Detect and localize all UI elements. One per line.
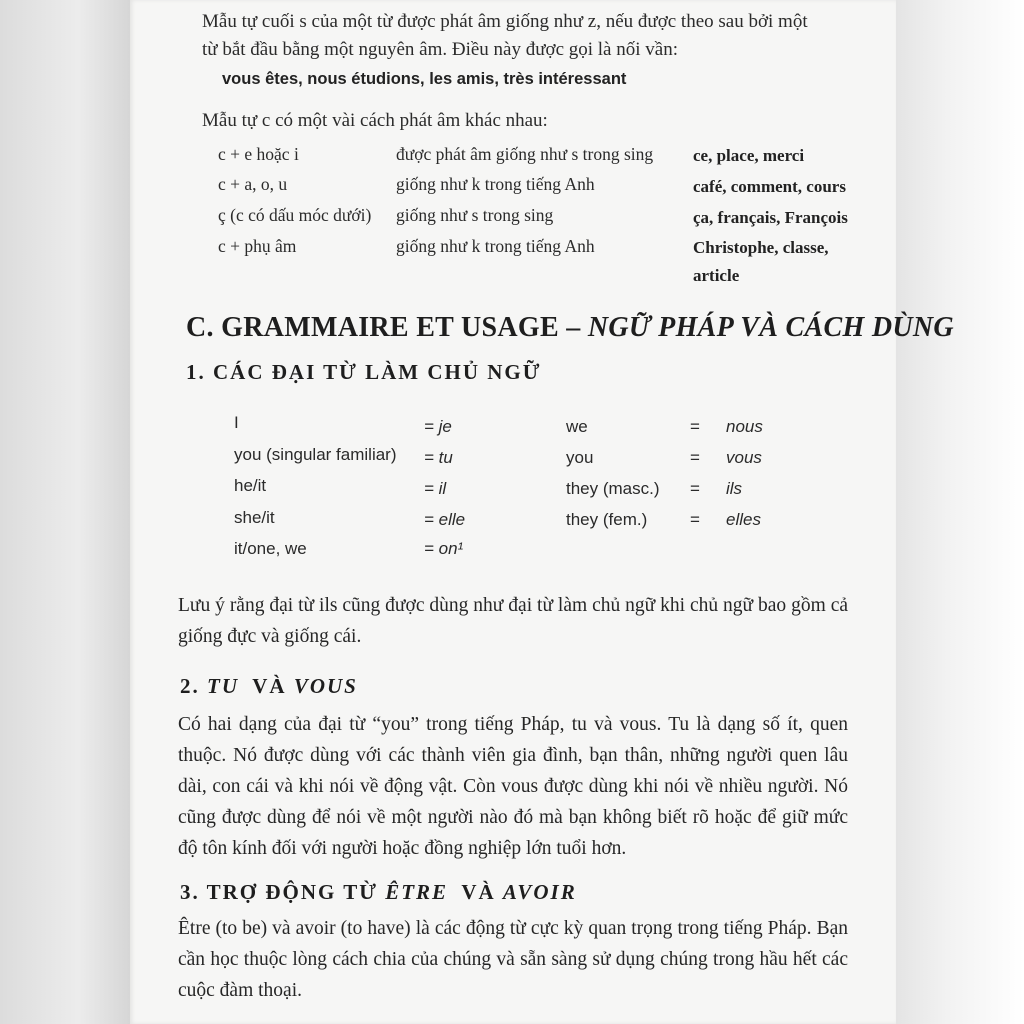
pronoun-en: it/one, we [234,539,307,558]
tu-vous-paragraph: Có hai dạng của đại từ “you” trong tiếng Pháp, tu và vous. Tu là dạng số ít, quen thuộc. Nó được dùng với các thành viên gia đình, bạn thân, những người quen lâu dài, con cái và khi nói về động vật. Còn vous được dùng khi nói về nhiều người. Nó cũng được dùng để nói về một người nào đó mà bạn không biết rõ hoặc để giữ mức độ tôn kính đối với người hoặc đồng nghiệp lớn tuổi hơn. [178,714,848,859]
pronoun-fr: = tu [424,448,453,467]
subsection-3-heading [180,880,577,905]
pronoun-fr-plural: vous [726,448,762,467]
pronoun-fr: = on¹ [424,539,464,558]
c-intro: Mẫu tự c có một vài cách phát âm khác nhau: [202,110,548,131]
pronoun-en-plural: they (fem.) [566,510,648,529]
c-rule-examples: ça, français, François [693,208,848,227]
etre-avoir-paragraph: Être (to be) và avoir (to have) là các động từ cực kỳ quan trọng trong tiếng Pháp. Bạn cần học thuộc lòng cách chia của chúng và sẵn sàng sử dụng chúng trong hầu hết các cuộc đàm thoại. [178,918,848,1001]
subsection-3-and: VÀ [461,880,496,904]
c-rule-form: c + e hoặc i [218,144,299,164]
pronoun-en: he/it [234,476,267,495]
pronoun-en: she/it [234,508,275,527]
pronoun-fr-plural: nous [726,417,763,436]
section-c-heading [186,312,954,344]
subsection-2-vous: VOUS [293,674,358,698]
pronoun-en: you (singular familiar) [234,445,397,464]
pronoun-en-plural: you [566,448,594,467]
pronoun-fr: = elle [424,510,466,529]
c-rule-examples: café, comment, cours [693,177,846,196]
subsection-2-and: VÀ [252,674,287,698]
liaison-example: vous êtes, nous étudions, les amis, très intéressant [222,70,627,88]
subsection-3-etre: ÊTRE [385,880,449,904]
subsection-2-tu: TU [207,674,239,698]
c-rule-desc: giống như s trong sing [396,205,554,225]
pronoun-fr-plural: ils [726,479,743,498]
pronoun-en: I [234,413,239,432]
c-rule-examples: Christophe, classe, [693,238,829,257]
section-c-title-vi: NGỮ PHÁP VÀ CÁCH DÙNG [587,312,954,343]
subsection-3-title: 3. TRỢ ĐỘNG TỪ [180,880,378,904]
intro-line-1: Mẫu tự cuối s của một từ được phát âm giống như z, nếu được theo sau bởi một [202,11,808,32]
book-edge-left [0,0,130,1024]
intro-line-2: từ bắt đầu bằng một nguyên âm. Điều này được gọi là nối vần: [202,39,678,60]
note-paragraph: Lưu ý rằng đại từ ils cũng được dùng như đại từ làm chủ ngữ khi chủ ngữ bao gồm cả giống đực và giống cái. [178,595,848,647]
section-c-title-fr: C. GRAMMAIRE ET USAGE – [186,312,581,343]
pronoun-eq: = [690,510,700,529]
subsection-2-heading [180,674,358,699]
pronoun-fr: = il [424,479,447,498]
pronoun-en-plural: they (masc.) [566,479,660,498]
pronoun-eq: = [690,448,700,467]
c-rule-examples: ce, place, merci [693,146,805,165]
pronoun-eq: = [690,417,700,436]
pronoun-eq: = [690,479,700,498]
c-rule-form: c + phụ âm [218,236,297,256]
c-rule-form: ç (c có dấu móc dưới) [218,205,372,225]
c-rule-desc: được phát âm giống như s trong sing [396,144,654,164]
background-right [896,0,1024,1024]
c-rule-examples-cont: article [693,266,740,285]
subsection-2-number: 2. [180,674,200,698]
c-rule-desc: giống như k trong tiếng Anh [396,174,595,194]
c-rule-desc: giống như k trong tiếng Anh [396,236,595,256]
pronoun-fr-plural: elles [726,510,761,529]
pronoun-en-plural: we [566,417,588,436]
subsection-3-avoir: AVOIR [502,880,577,904]
subsection-1-heading: 1. CÁC ĐẠI TỪ LÀM CHỦ NGỮ [186,360,542,384]
c-rule-form: c + a, o, u [218,174,288,194]
pronoun-fr: = je [424,417,452,436]
